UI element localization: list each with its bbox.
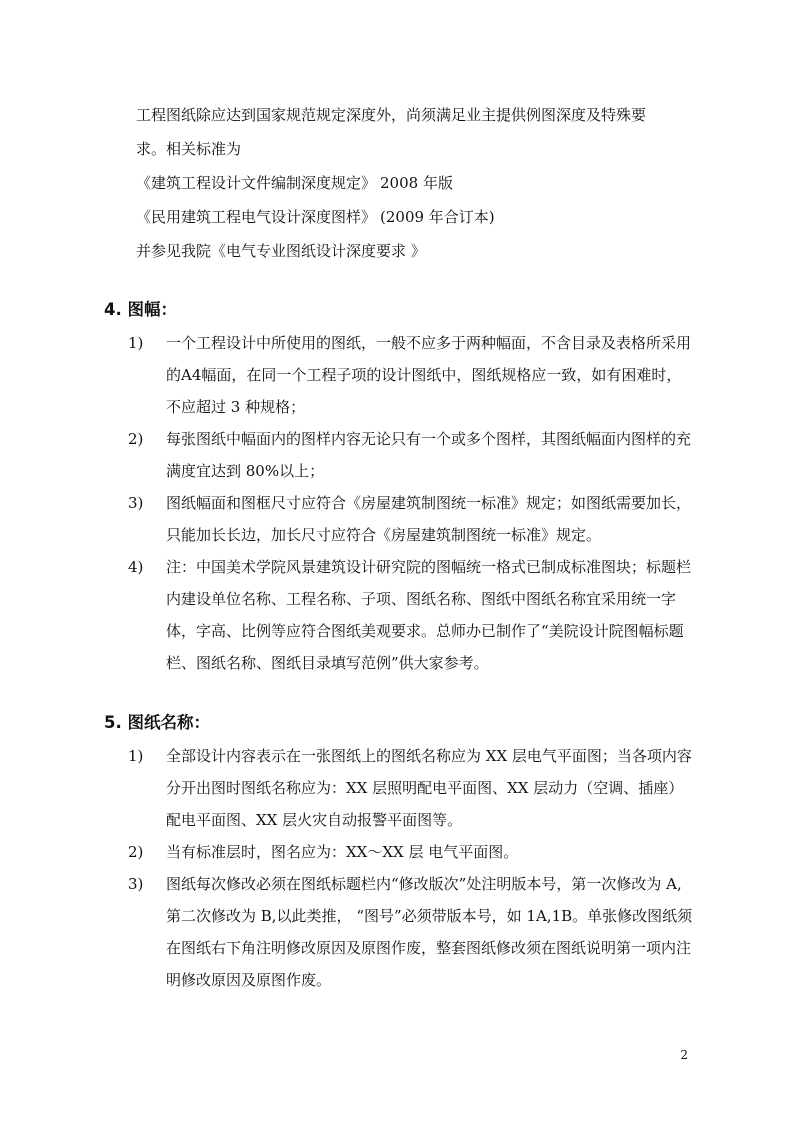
item-text: 注：中国美术学院风景建筑设计研究院的图幅统一格式已制成标准图块；标题栏内建设单位名称、工程名称、子项、图纸名称、图纸中图纸名称宜采用统一字体，字高、比例等应符合图纸美观要求。总师办已制作了“美院设计院图幅标题栏、图纸名称、图纸目录填写范例”供大家参考。 [166,558,692,672]
list-item [128,740,696,836]
standard-edition: (2009 年合订本) [380,208,495,226]
item-text: 当有标准层时，图名应为：XX～XX 层 电气平面图。 [166,843,519,861]
item-number: 3) [128,494,144,512]
section-heading-drawing-name: 5. 图纸名称： [104,713,210,732]
section-heading-frame-size: 4. 图幅： [104,300,177,319]
item-number: 4) [128,558,144,576]
list-item [128,868,696,996]
list-item [128,551,696,679]
item-number: 1) [128,747,144,765]
list-item [128,423,696,487]
item-number: 2) [128,430,144,448]
standard-reference [136,200,696,234]
item-text: 每张图纸中幅面内的图样内容无论只有一个或多个图样，其图纸幅面内图样的充满度宜达到 80%以上； [166,430,692,480]
drawing-name-list [128,740,696,996]
item-number: 1) [128,334,144,352]
item-text: 一个工程设计中所使用的图纸，一般不应多于两种幅面，不含目录及表格所采用的A4幅面，在同一个工程子项的设计图纸中，图纸规格应一致，如有困难时，不应超过 3 种规格； [166,334,692,416]
standard-title: 《建筑工程设计文件编制深度规定》 [136,174,377,192]
list-item [128,327,696,423]
item-number: 3) [128,875,144,893]
intro-line: 并参见我院《电气专业图纸设计深度要求 》 [136,242,426,260]
standard-edition: 2008 年版 [380,174,453,192]
item-text: 图纸幅面和图框尺寸应符合《房屋建筑制图统一标准》规定；如图纸需要加长，只能加长长边，加长尺寸应符合《房屋建筑制图统一标准》规定。 [166,494,692,544]
page-number: 2 [680,1048,688,1062]
standard-reference [136,166,696,200]
item-text: 全部设计内容表示在一张图纸上的图纸名称应为 XX 层电气平面图；当各项内容分开出图时图纸名称应为：XX 层照明配电平面图、XX 层动力（空调、插座）配电平面图、XX 层火灾自动报警平面图等。 [166,747,692,829]
list-item [128,487,696,551]
item-number: 2) [128,843,144,861]
item-text: 图纸每次修改必须在图纸标题栏内“修改版次”处注明版本号，第一次修改为 A,第二次修改为 B,以此类推， “图号”必须带版本号，如 1A,1B。单张修改图纸须在图纸右下角注明修改原因及原图作废，整套图纸修改须在图纸说明第一项内注明修改原因及原图作废。 [166,875,693,989]
list-item [128,836,696,868]
intro-line: 工程图纸除应达到国家规范规定深度外，尚须满足业主提供例图深度及特殊要 [136,106,647,124]
intro-block [136,98,696,268]
frame-size-list [128,327,696,679]
intro-line: 求。相关标准为 [136,140,242,158]
standard-title: 《民用建筑工程电气设计深度图样》 [136,208,377,226]
